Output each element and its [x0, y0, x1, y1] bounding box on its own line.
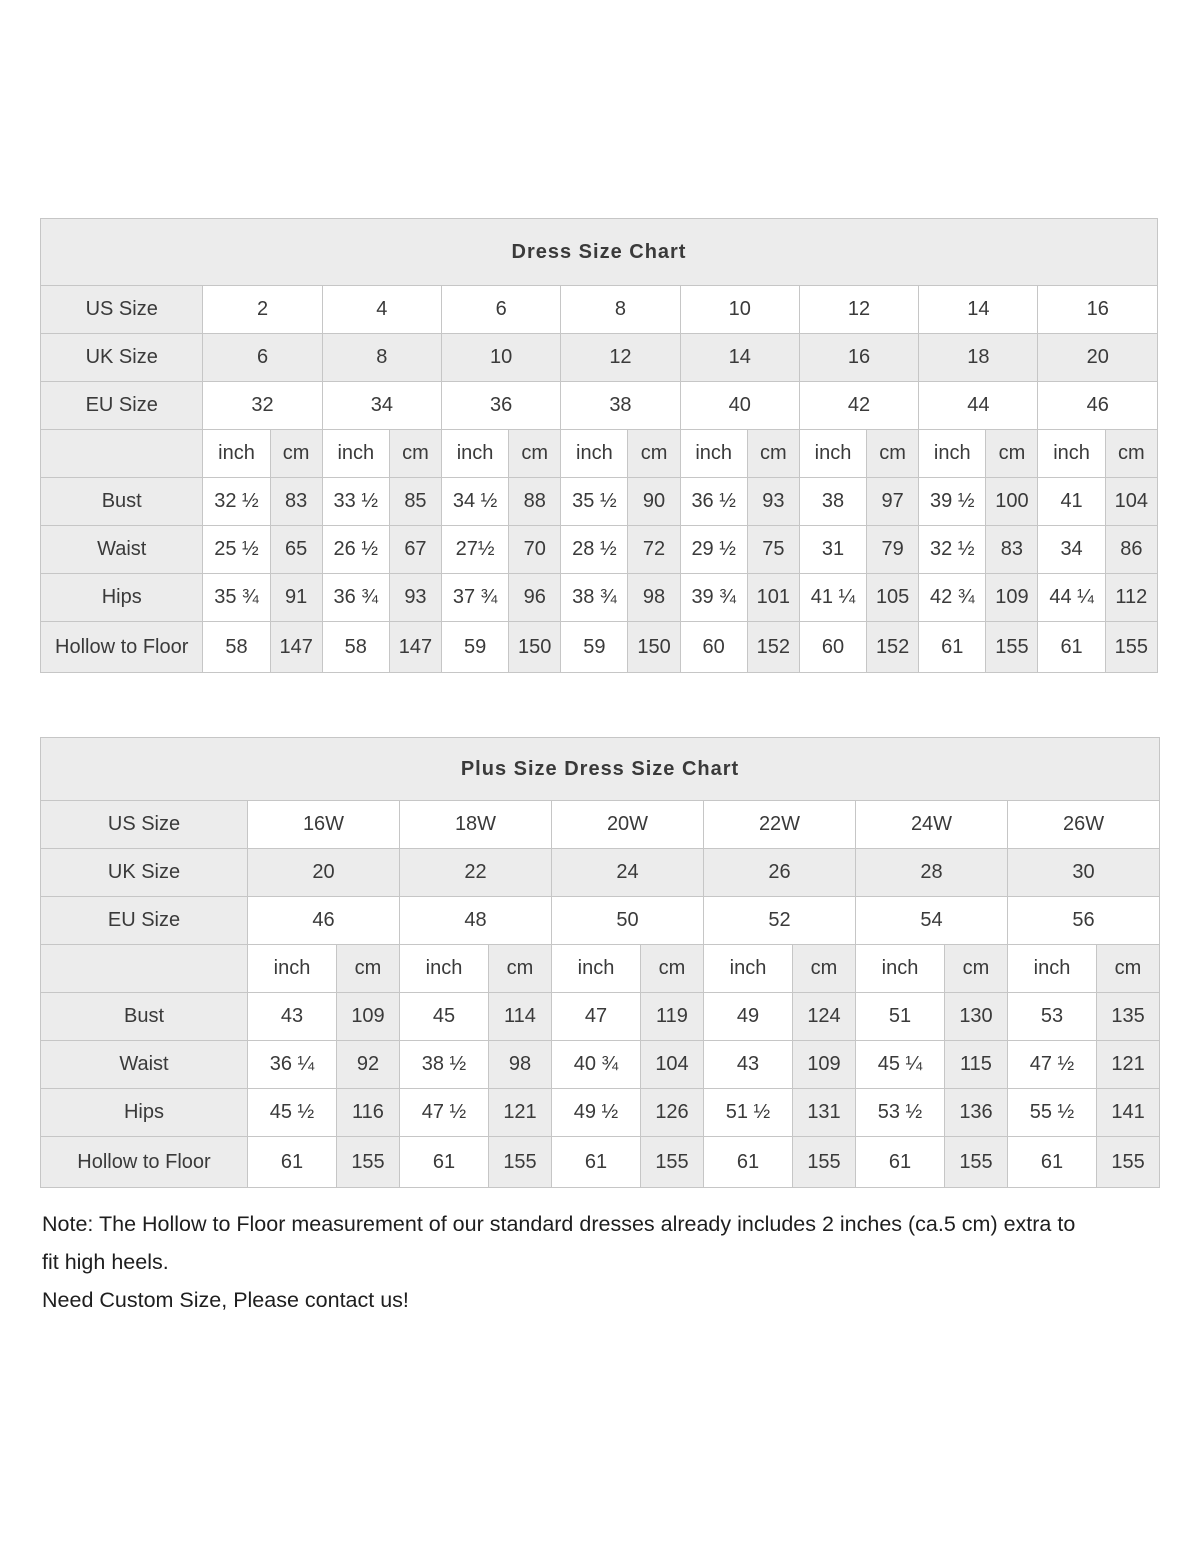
unit-inch-header: inch	[799, 430, 866, 478]
size-value-cell: 44	[919, 382, 1038, 430]
unit-inch-header: inch	[248, 945, 337, 993]
size-value-cell: 14	[680, 334, 799, 382]
measure-cm-cell: 155	[1097, 1137, 1160, 1188]
note-block	[42, 1205, 1162, 1319]
unit-inch-header: inch	[680, 430, 747, 478]
size-value-cell: 18	[919, 334, 1038, 382]
measure-inch-cell: 61	[1038, 622, 1105, 673]
measure-inch-cell: 39 ½	[919, 478, 986, 526]
size-value-cell: 48	[400, 897, 552, 945]
unit-cm-header: cm	[489, 945, 552, 993]
measure-inch-cell: 60	[680, 622, 747, 673]
unit-row-label	[41, 945, 248, 993]
size-value-cell: 18W	[400, 801, 552, 849]
unit-inch-header: inch	[856, 945, 945, 993]
unit-inch-header: inch	[561, 430, 628, 478]
measure-inch-cell: 47 ½	[1008, 1041, 1097, 1089]
measure-cm-cell: 83	[986, 526, 1038, 574]
measure-cm-cell: 155	[986, 622, 1038, 673]
measure-cm-cell: 109	[793, 1041, 856, 1089]
measure-inch-cell: 61	[248, 1137, 337, 1188]
size-value-cell: 34	[322, 382, 441, 430]
measure-cm-cell: 65	[270, 526, 322, 574]
row-label: US Size	[41, 801, 248, 849]
size-value-cell: 36	[442, 382, 561, 430]
unit-cm-header: cm	[270, 430, 322, 478]
unit-inch-header: inch	[442, 430, 509, 478]
row-label: UK Size	[41, 849, 248, 897]
measure-inch-cell: 58	[322, 622, 389, 673]
measure-inch-cell: 61	[919, 622, 986, 673]
measure-inch-cell: 47	[552, 993, 641, 1041]
measure-inch-cell: 38 ½	[400, 1041, 489, 1089]
measure-inch-cell: 43	[248, 993, 337, 1041]
size-value-cell: 8	[561, 286, 680, 334]
measure-cm-cell: 83	[270, 478, 322, 526]
measure-cm-cell: 79	[867, 526, 919, 574]
measure-cm-cell: 114	[489, 993, 552, 1041]
size-value-cell: 26	[704, 849, 856, 897]
measure-inch-cell: 25 ½	[203, 526, 270, 574]
size-value-cell: 26W	[1008, 801, 1160, 849]
measure-inch-cell: 61	[552, 1137, 641, 1188]
size-value-cell: 16	[799, 334, 918, 382]
row-label: Hips	[41, 1089, 248, 1137]
size-value-cell: 14	[919, 286, 1038, 334]
measure-cm-cell: 92	[337, 1041, 400, 1089]
measure-cm-cell: 101	[747, 574, 799, 622]
measure-cm-cell: 155	[945, 1137, 1008, 1188]
note-line-2: fit high heels.	[42, 1250, 169, 1274]
measure-cm-cell: 126	[641, 1089, 704, 1137]
table-title: Plus Size Dress Size Chart	[41, 738, 1160, 801]
size-value-cell: 20	[248, 849, 400, 897]
size-value-cell: 22	[400, 849, 552, 897]
measure-cm-cell: 72	[628, 526, 680, 574]
size-value-cell: 16	[1038, 286, 1158, 334]
row-label: Bust	[41, 993, 248, 1041]
unit-inch-header: inch	[400, 945, 489, 993]
measure-cm-cell: 155	[1105, 622, 1157, 673]
measure-inch-cell: 45 ½	[248, 1089, 337, 1137]
measure-inch-cell: 53	[1008, 993, 1097, 1041]
size-value-cell: 56	[1008, 897, 1160, 945]
size-value-cell: 2	[203, 286, 322, 334]
measure-inch-cell: 33 ½	[322, 478, 389, 526]
measure-inch-cell: 39 ¾	[680, 574, 747, 622]
measure-cm-cell: 115	[945, 1041, 1008, 1089]
table-title: Dress Size Chart	[41, 219, 1158, 286]
unit-inch-header: inch	[203, 430, 270, 478]
row-label: Hips	[41, 574, 203, 622]
row-label: Waist	[41, 1041, 248, 1089]
size-value-cell: 40	[680, 382, 799, 430]
measure-inch-cell: 61	[400, 1137, 489, 1188]
measure-inch-cell: 44 ¼	[1038, 574, 1105, 622]
measure-inch-cell: 41 ¼	[799, 574, 866, 622]
size-value-cell: 16W	[248, 801, 400, 849]
measure-inch-cell: 36 ½	[680, 478, 747, 526]
measure-cm-cell: 131	[793, 1089, 856, 1137]
measure-inch-cell: 59	[561, 622, 628, 673]
measure-cm-cell: 147	[270, 622, 322, 673]
size-value-cell: 22W	[704, 801, 856, 849]
measure-cm-cell: 155	[641, 1137, 704, 1188]
standard-size-table	[40, 218, 1158, 673]
unit-cm-header: cm	[641, 945, 704, 993]
unit-inch-header: inch	[1038, 430, 1105, 478]
measure-cm-cell: 86	[1105, 526, 1157, 574]
size-value-cell: 30	[1008, 849, 1160, 897]
measure-cm-cell: 91	[270, 574, 322, 622]
measure-cm-cell: 121	[1097, 1041, 1160, 1089]
measure-inch-cell: 32 ½	[203, 478, 270, 526]
measure-inch-cell: 32 ½	[919, 526, 986, 574]
measure-cm-cell: 135	[1097, 993, 1160, 1041]
row-label: UK Size	[41, 334, 203, 382]
measure-inch-cell: 60	[799, 622, 866, 673]
size-value-cell: 32	[203, 382, 322, 430]
size-value-cell: 46	[1038, 382, 1158, 430]
row-label: EU Size	[41, 382, 203, 430]
measure-cm-cell: 85	[389, 478, 441, 526]
measure-cm-cell: 98	[489, 1041, 552, 1089]
measure-cm-cell: 112	[1105, 574, 1157, 622]
size-value-cell: 42	[799, 382, 918, 430]
measure-inch-cell: 27½	[442, 526, 509, 574]
size-value-cell: 6	[442, 286, 561, 334]
row-label: Hollow to Floor	[41, 1137, 248, 1188]
unit-inch-header: inch	[1008, 945, 1097, 993]
unit-cm-header: cm	[945, 945, 1008, 993]
unit-cm-header: cm	[747, 430, 799, 478]
measure-inch-cell: 31	[799, 526, 866, 574]
unit-row-label	[41, 430, 203, 478]
unit-cm-header: cm	[867, 430, 919, 478]
size-value-cell: 52	[704, 897, 856, 945]
measure-inch-cell: 35 ¾	[203, 574, 270, 622]
measure-cm-cell: 93	[389, 574, 441, 622]
note-line-1: Note: The Hollow to Floor measurement of our standard dresses already includes 2 inches (ca.5 cm) extra to	[42, 1212, 1076, 1236]
measure-inch-cell: 34 ½	[442, 478, 509, 526]
measure-cm-cell: 130	[945, 993, 1008, 1041]
size-value-cell: 24W	[856, 801, 1008, 849]
measure-inch-cell: 38 ¾	[561, 574, 628, 622]
size-value-cell: 6	[203, 334, 322, 382]
measure-cm-cell: 150	[628, 622, 680, 673]
plus-size-table	[40, 737, 1160, 1188]
row-label: EU Size	[41, 897, 248, 945]
unit-cm-header: cm	[1097, 945, 1160, 993]
measure-cm-cell: 136	[945, 1089, 1008, 1137]
unit-cm-header: cm	[793, 945, 856, 993]
measure-cm-cell: 100	[986, 478, 1038, 526]
measure-cm-cell: 155	[337, 1137, 400, 1188]
note-line-3: Need Custom Size, Please contact us!	[42, 1288, 409, 1312]
measure-cm-cell: 67	[389, 526, 441, 574]
measure-inch-cell: 59	[442, 622, 509, 673]
measure-cm-cell: 96	[509, 574, 561, 622]
size-value-cell: 46	[248, 897, 400, 945]
measure-inch-cell: 58	[203, 622, 270, 673]
measure-inch-cell: 43	[704, 1041, 793, 1089]
measure-cm-cell: 75	[747, 526, 799, 574]
measure-inch-cell: 42 ¾	[919, 574, 986, 622]
measure-inch-cell: 61	[704, 1137, 793, 1188]
measure-inch-cell: 34	[1038, 526, 1105, 574]
unit-cm-header: cm	[389, 430, 441, 478]
measure-inch-cell: 40 ¾	[552, 1041, 641, 1089]
unit-cm-header: cm	[337, 945, 400, 993]
measure-inch-cell: 45 ¼	[856, 1041, 945, 1089]
size-value-cell: 50	[552, 897, 704, 945]
row-label: Hollow to Floor	[41, 622, 203, 673]
size-value-cell: 20W	[552, 801, 704, 849]
measure-cm-cell: 90	[628, 478, 680, 526]
size-value-cell: 20	[1038, 334, 1158, 382]
size-value-cell: 28	[856, 849, 1008, 897]
measure-inch-cell: 28 ½	[561, 526, 628, 574]
size-value-cell: 10	[442, 334, 561, 382]
measure-cm-cell: 88	[509, 478, 561, 526]
measure-cm-cell: 97	[867, 478, 919, 526]
unit-inch-header: inch	[704, 945, 793, 993]
measure-inch-cell: 29 ½	[680, 526, 747, 574]
size-value-cell: 10	[680, 286, 799, 334]
unit-inch-header: inch	[322, 430, 389, 478]
measure-inch-cell: 45	[400, 993, 489, 1041]
row-label: US Size	[41, 286, 203, 334]
measure-cm-cell: 152	[867, 622, 919, 673]
measure-cm-cell: 147	[389, 622, 441, 673]
measure-cm-cell: 70	[509, 526, 561, 574]
measure-inch-cell: 47 ½	[400, 1089, 489, 1137]
row-label: Waist	[41, 526, 203, 574]
measure-inch-cell: 37 ¾	[442, 574, 509, 622]
measure-inch-cell: 36 ¾	[322, 574, 389, 622]
measure-cm-cell: 150	[509, 622, 561, 673]
measure-cm-cell: 93	[747, 478, 799, 526]
measure-cm-cell: 119	[641, 993, 704, 1041]
size-value-cell: 12	[561, 334, 680, 382]
measure-cm-cell: 104	[641, 1041, 704, 1089]
measure-cm-cell: 105	[867, 574, 919, 622]
measure-cm-cell: 152	[747, 622, 799, 673]
measure-inch-cell: 38	[799, 478, 866, 526]
size-value-cell: 38	[561, 382, 680, 430]
unit-cm-header: cm	[986, 430, 1038, 478]
measure-cm-cell: 109	[986, 574, 1038, 622]
unit-cm-header: cm	[1105, 430, 1157, 478]
measure-cm-cell: 109	[337, 993, 400, 1041]
row-label: Bust	[41, 478, 203, 526]
measure-inch-cell: 49 ½	[552, 1089, 641, 1137]
measure-inch-cell: 26 ½	[322, 526, 389, 574]
measure-cm-cell: 98	[628, 574, 680, 622]
measure-cm-cell: 104	[1105, 478, 1157, 526]
measure-inch-cell: 53 ½	[856, 1089, 945, 1137]
measure-inch-cell: 51	[856, 993, 945, 1041]
measure-cm-cell: 155	[793, 1137, 856, 1188]
unit-inch-header: inch	[919, 430, 986, 478]
measure-cm-cell: 121	[489, 1089, 552, 1137]
measure-inch-cell: 51 ½	[704, 1089, 793, 1137]
size-value-cell: 4	[322, 286, 441, 334]
measure-inch-cell: 61	[1008, 1137, 1097, 1188]
measure-cm-cell: 124	[793, 993, 856, 1041]
measure-inch-cell: 49	[704, 993, 793, 1041]
measure-cm-cell: 155	[489, 1137, 552, 1188]
measure-cm-cell: 116	[337, 1089, 400, 1137]
measure-cm-cell: 141	[1097, 1089, 1160, 1137]
size-value-cell: 54	[856, 897, 1008, 945]
unit-inch-header: inch	[552, 945, 641, 993]
unit-cm-header: cm	[628, 430, 680, 478]
size-value-cell: 12	[799, 286, 918, 334]
size-value-cell: 8	[322, 334, 441, 382]
measure-inch-cell: 61	[856, 1137, 945, 1188]
measure-inch-cell: 55 ½	[1008, 1089, 1097, 1137]
measure-inch-cell: 41	[1038, 478, 1105, 526]
measure-inch-cell: 36 ¼	[248, 1041, 337, 1089]
measure-inch-cell: 35 ½	[561, 478, 628, 526]
size-value-cell: 24	[552, 849, 704, 897]
unit-cm-header: cm	[509, 430, 561, 478]
